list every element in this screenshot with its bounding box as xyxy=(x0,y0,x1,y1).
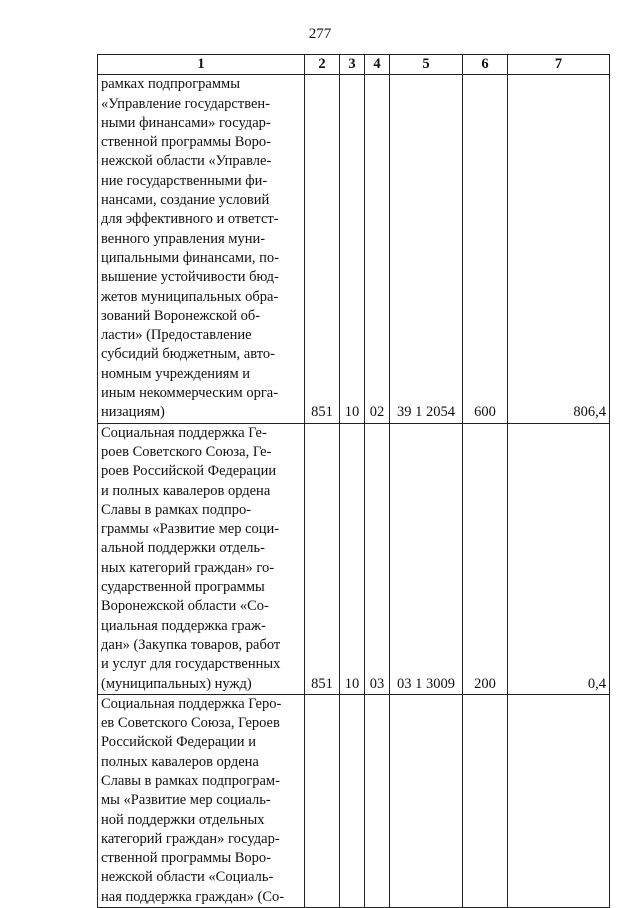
budget-table xyxy=(97,54,610,908)
header-col-3: 3 xyxy=(340,55,365,75)
row-expense-type xyxy=(463,694,508,907)
header-row xyxy=(98,55,610,75)
row-description: рамках подпрограммы «Управление государствен- ными финансами» государ- ственной программы Воро- нежской области «Управле- ние государственными фи- нансами, создание условий для эффективного и ответст- венного управления муни- ципальными финансами, по- вышение устойчивости бюд- жетов муниципальных обра- зований Воронежской об- ласти» (Предоставление субсидий бюджетным, авто- номным учреждениям и иным некоммерческим орга- низациям) xyxy=(98,75,305,423)
row-expense-type: 200 xyxy=(463,423,508,694)
row-ministry-code xyxy=(305,694,340,907)
page-number: 277 xyxy=(308,26,332,42)
table-row xyxy=(98,75,610,423)
row-target-article: 39 1 2054 xyxy=(390,75,463,423)
row-target-article xyxy=(390,694,463,907)
row-amount: 806,4 xyxy=(508,75,610,423)
header-col-7: 7 xyxy=(508,55,610,75)
row-ministry-code: 851 xyxy=(305,75,340,423)
row-section-code: 10 xyxy=(340,423,365,694)
row-subsection-code xyxy=(365,694,390,907)
row-expense-type: 600 xyxy=(463,75,508,423)
header-col-4: 4 xyxy=(365,55,390,75)
row-subsection-code: 02 xyxy=(365,75,390,423)
table-row xyxy=(98,423,610,694)
header-col-1: 1 xyxy=(98,55,305,75)
row-amount xyxy=(508,694,610,907)
row-description: Социальная поддержка Ге- роев Советского Союза, Ге- роев Российской Федерации и полных кавалеров ордена Славы в рамках подпро- граммы «Развитие мер соци- альной поддержки отдель- ных категорий граждан» го- сударственной программы Воронежской области «Со- циальная поддержка граж- дан» (Закупка товаров, работ и услуг для государственных (муниципальных) нужд) xyxy=(98,423,305,694)
header-col-2: 2 xyxy=(305,55,340,75)
row-section-code xyxy=(340,694,365,907)
header-col-6: 6 xyxy=(463,55,508,75)
header-col-5: 5 xyxy=(390,55,463,75)
table-row xyxy=(98,694,610,907)
row-section-code: 10 xyxy=(340,75,365,423)
row-amount: 0,4 xyxy=(508,423,610,694)
row-ministry-code: 851 xyxy=(305,423,340,694)
row-description: Социальная поддержка Геро- ев Советского Союза, Героев Российской Федерации и полных кавалеров ордена Славы в рамках подпрограм- мы «Развитие мер социаль- ной поддержки отдельных категорий граждан» государ- ственной программы Воро- нежской области «Социаль- ная поддержка граждан» (Со- xyxy=(98,694,305,907)
row-target-article: 03 1 3009 xyxy=(390,423,463,694)
row-subsection-code: 03 xyxy=(365,423,390,694)
